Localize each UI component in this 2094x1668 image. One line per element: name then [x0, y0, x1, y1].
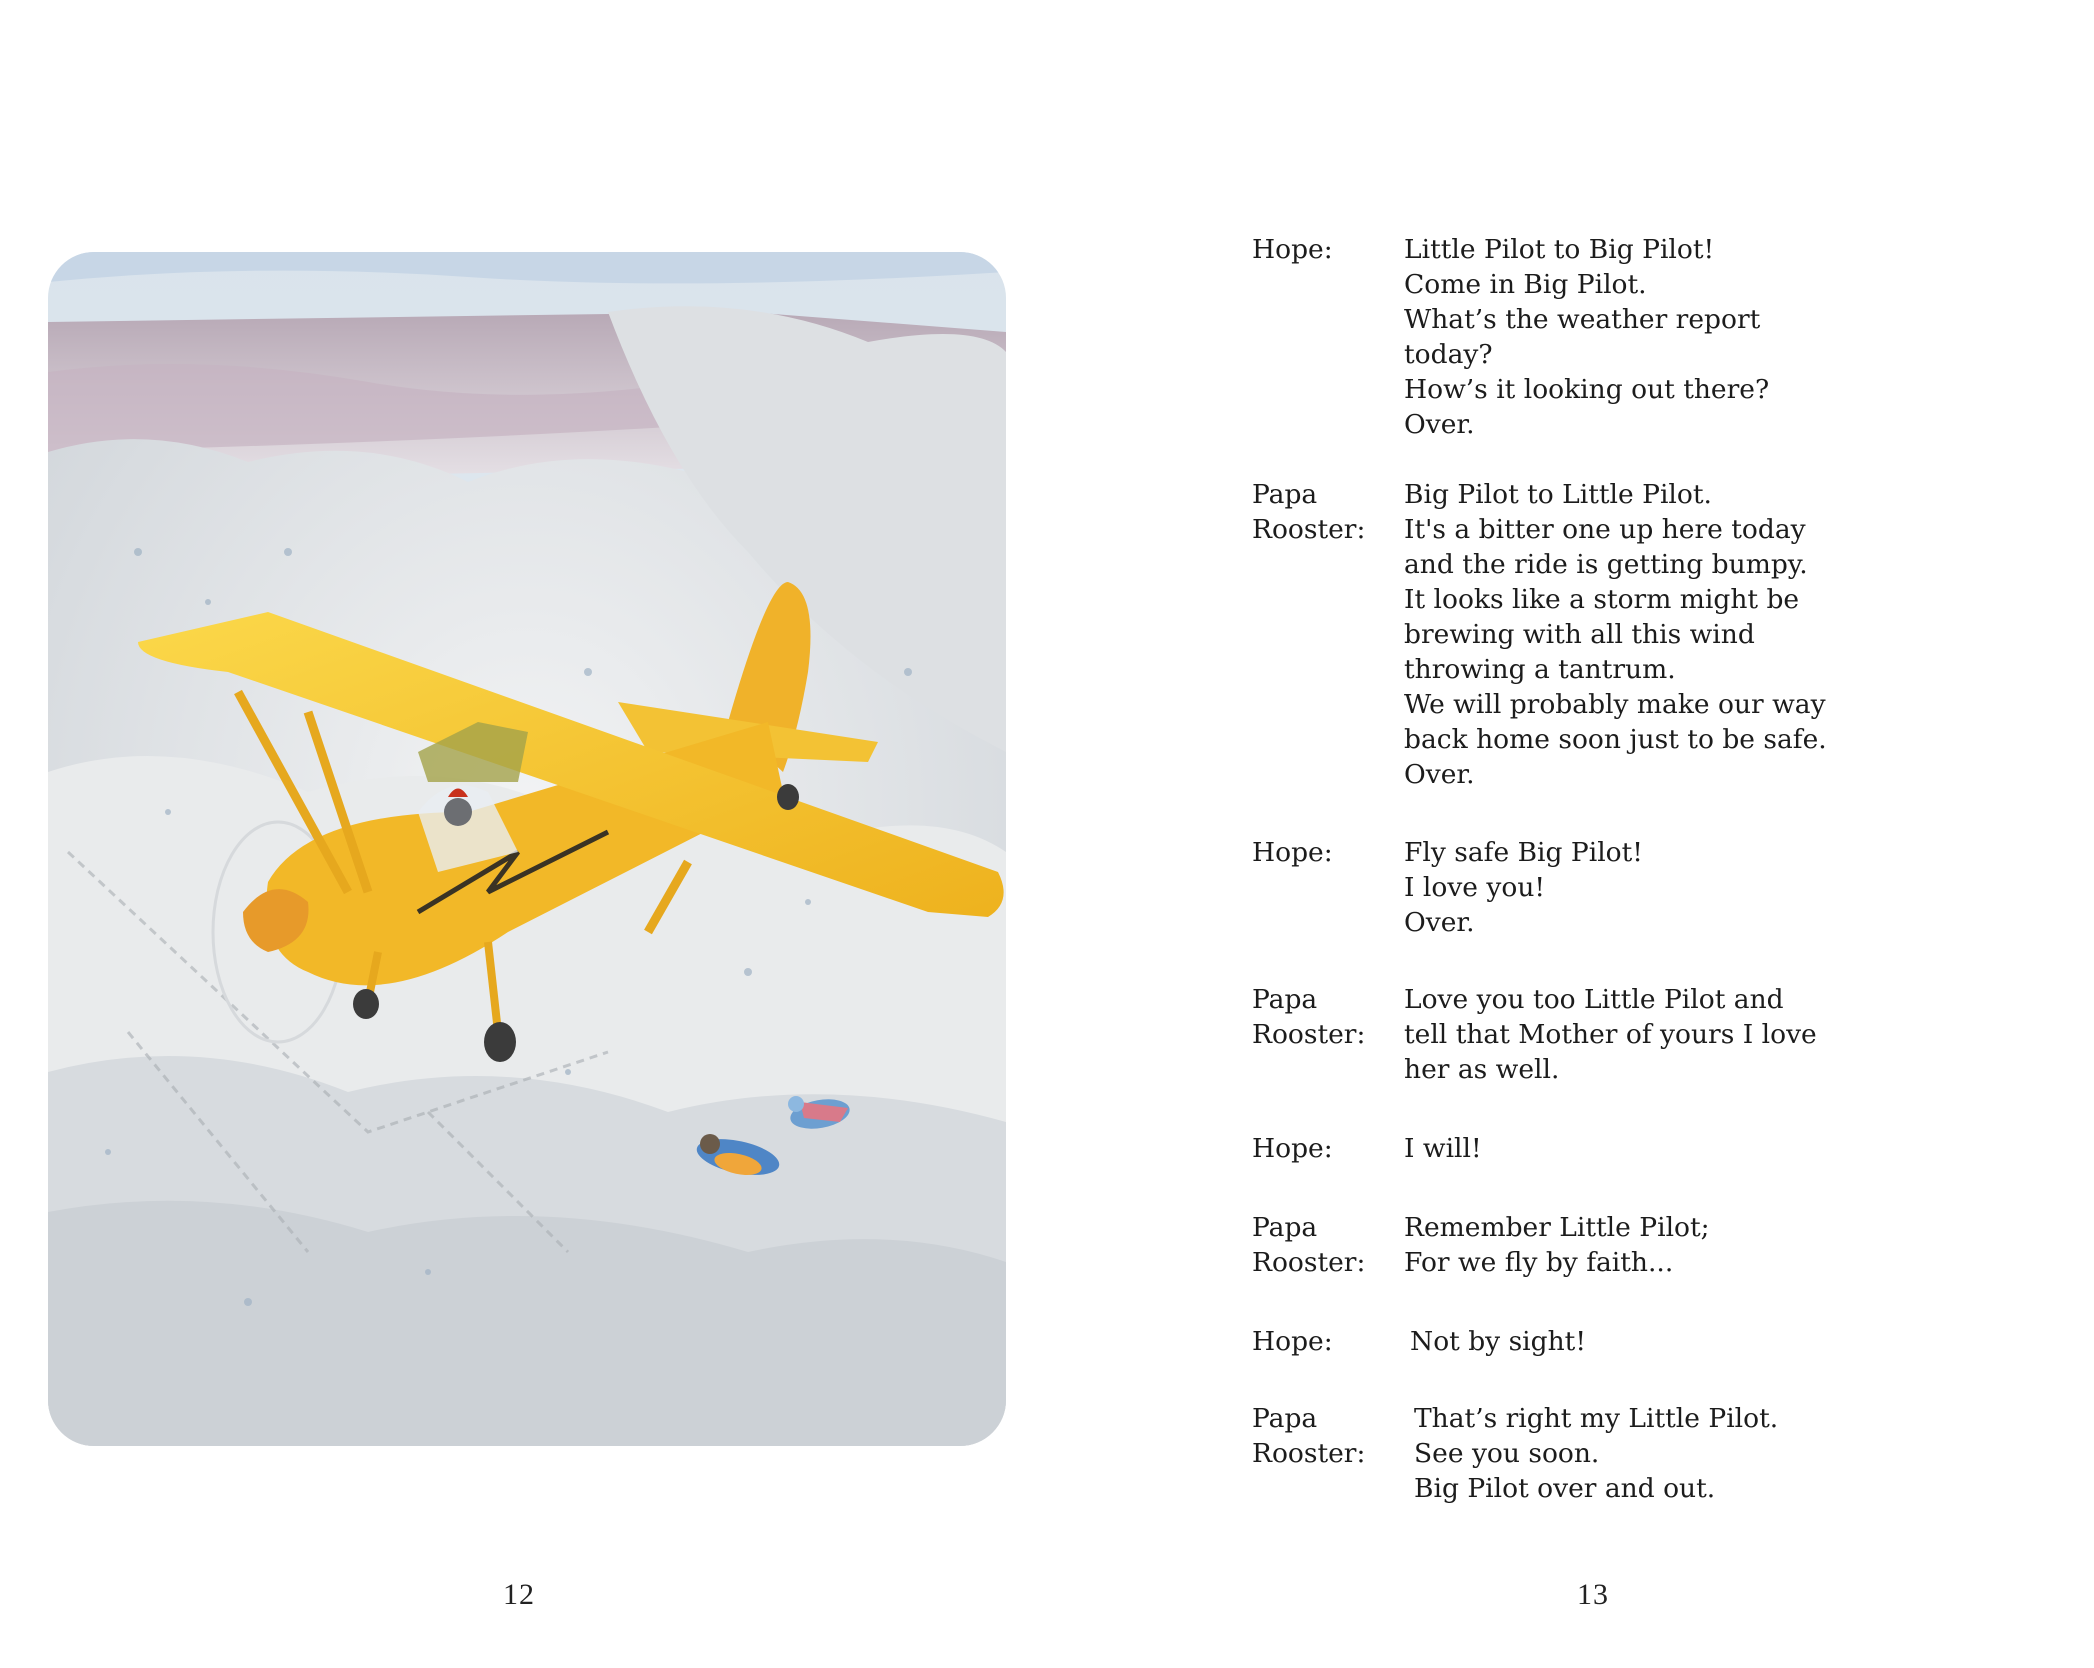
dialogue-line: For we fly by faith... — [1404, 1247, 1674, 1278]
speaker — [1252, 1131, 1402, 1166]
dialogue-line: brewing with all this wind — [1404, 619, 1755, 650]
speaker-name-line: Rooster: — [1252, 1438, 1366, 1469]
speaker — [1252, 982, 1402, 1052]
dialogue — [1252, 232, 1892, 1506]
dialogue-line: and the ride is getting bumpy. — [1404, 549, 1808, 580]
speaker-name-line: Hope: — [1252, 234, 1333, 265]
dialogue-exchange — [1252, 1401, 1892, 1506]
dialogue-line: Not by sight! — [1410, 1326, 1586, 1357]
speaker-name-line: Papa — [1252, 1403, 1318, 1434]
dialogue-line: It's a bitter one up here today — [1404, 514, 1806, 545]
speaker-name-line: Rooster: — [1252, 1019, 1366, 1050]
speaker-name-line: Papa — [1252, 984, 1318, 1015]
dialogue-line: It looks like a storm might be — [1404, 584, 1800, 615]
dialogue-exchange — [1252, 477, 1892, 792]
dialogue-lines — [1404, 982, 1892, 1087]
page-number: 12 — [503, 1578, 535, 1611]
dialogue-line: We will probably make our way — [1404, 689, 1826, 720]
dialogue-exchange — [1252, 835, 1892, 940]
dialogue-line: throwing a tantrum. — [1404, 654, 1676, 685]
dialogue-line: tell that Mother of yours I love — [1404, 1019, 1817, 1050]
speaker-name-line: Rooster: — [1252, 1247, 1366, 1278]
dialogue-exchange — [1252, 982, 1892, 1087]
dialogue-lines — [1404, 232, 1892, 442]
dialogue-line: Over. — [1404, 759, 1475, 790]
dialogue-line: Love you too Little Pilot and — [1404, 984, 1784, 1015]
dialogue-line: Big Pilot over and out. — [1414, 1473, 1716, 1504]
dialogue-line: back home soon just to be safe. — [1404, 724, 1827, 755]
dialogue-line: I will! — [1404, 1133, 1482, 1164]
speaker-name-line: Papa — [1252, 479, 1318, 510]
dialogue-line: That’s right my Little Pilot. — [1414, 1403, 1779, 1434]
dialogue-exchange — [1252, 1324, 1892, 1359]
speaker-name-line: Papa — [1252, 1212, 1318, 1243]
page-number: 13 — [1577, 1578, 1609, 1611]
speaker — [1252, 232, 1402, 267]
speaker-name-line: Hope: — [1252, 1326, 1333, 1357]
dialogue-lines — [1404, 1210, 1892, 1280]
dialogue-exchange — [1252, 1131, 1892, 1166]
dialogue-exchange — [1252, 232, 1892, 442]
dialogue-lines — [1404, 1401, 1892, 1506]
dialogue-line: today? — [1404, 339, 1493, 370]
dialogue-line: I love you! — [1404, 872, 1546, 903]
dialogue-line: Come in Big Pilot. — [1404, 269, 1647, 300]
airplane-illustration — [48, 252, 1006, 1446]
dialogue-line: Little Pilot to Big Pilot! — [1404, 234, 1715, 265]
dialogue-exchange — [1252, 1210, 1892, 1280]
right-page — [1047, 0, 2094, 1668]
speaker — [1252, 835, 1402, 870]
dialogue-lines — [1404, 1324, 1892, 1359]
dialogue-line: See you soon. — [1414, 1438, 1600, 1469]
speaker — [1252, 1401, 1402, 1471]
speaker-name-line: Hope: — [1252, 1133, 1333, 1164]
speaker-name-line: Rooster: — [1252, 514, 1366, 545]
speaker-name-line: Hope: — [1252, 837, 1333, 868]
speaker — [1252, 477, 1402, 547]
dialogue-line: her as well. — [1404, 1054, 1560, 1085]
illustration-svg — [48, 252, 1006, 1446]
dialogue-line: Fly safe Big Pilot! — [1404, 837, 1643, 868]
speaker — [1252, 1210, 1402, 1280]
dialogue-line: Big Pilot to Little Pilot. — [1404, 479, 1712, 510]
pilot-head — [444, 798, 472, 826]
dialogue-line: How’s it looking out there? — [1404, 374, 1770, 405]
dialogue-lines — [1404, 1131, 1892, 1166]
dialogue-line: Over. — [1404, 907, 1475, 938]
dialogue-line: Over. — [1404, 409, 1475, 440]
dialogue-lines — [1404, 835, 1892, 940]
dialogue-lines — [1404, 477, 1892, 792]
dialogue-line: Remember Little Pilot; — [1404, 1212, 1710, 1243]
speaker — [1252, 1324, 1402, 1359]
dialogue-line: What’s the weather report — [1404, 304, 1761, 335]
